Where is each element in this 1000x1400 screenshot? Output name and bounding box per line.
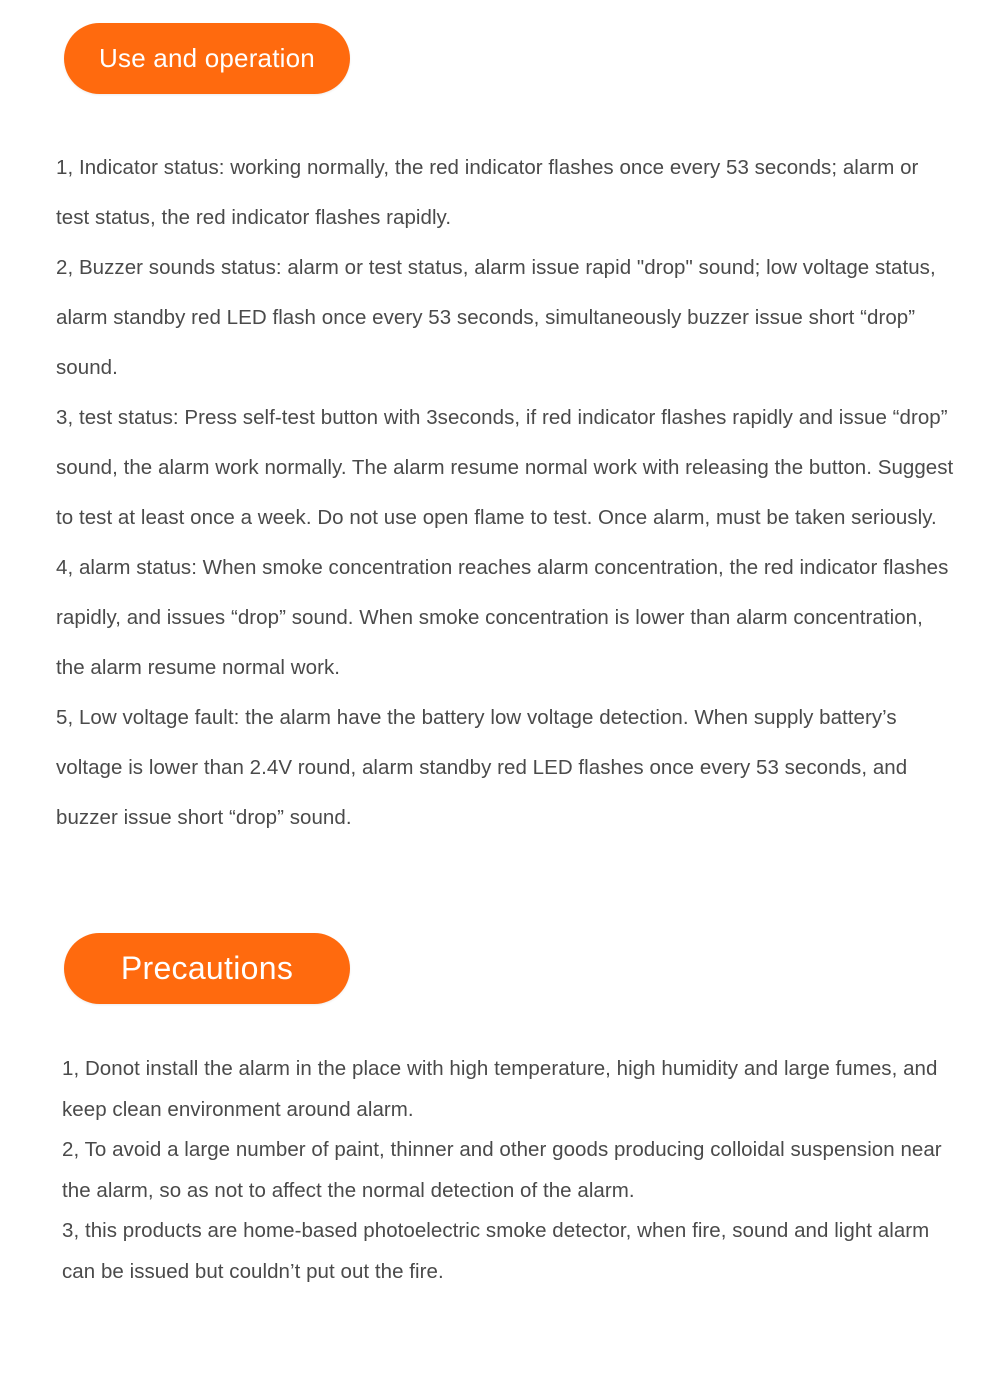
precaution-item-1: 1, Donot install the alarm in the place with high temperature, high humidity and large fumes, and keep clean environment around alarm. [62, 1057, 938, 1121]
use-and-operation-heading [64, 23, 350, 94]
precautions-heading [64, 933, 350, 1004]
use-item-4: 4, alarm status: When smoke concentration reaches alarm concentration, the red indicator flashes rapidly, and issues “drop” sound. When smoke concentration is lower than alarm concentration, the alarm resume normal work. [56, 556, 949, 679]
use-item-2: 2, Buzzer sounds status: alarm or test status, alarm issue rapid "drop" sound; low voltage status, alarm standby red LED flash once every 53 seconds, simultaneously buzzer issue short “drop” sound. [56, 256, 936, 379]
precautions-title: Precautions [120, 950, 294, 986]
precaution-item-3: 3, this products are home-based photoelectric smoke detector, when fire, sound and light alarm can be issued but couldn’t put out the fire. [62, 1219, 930, 1283]
precautions-body [62, 1049, 952, 1292]
use-item-3: 3, test status: Press self-test button with 3seconds, if red indicator flashes rapidly and issue “drop” sound, the alarm work normally. The alarm resume normal work with releasing the button. Suggest to test at least once a week. Do not use open flame to test. Once alarm, must be taken seriously. [56, 406, 954, 529]
precaution-item-2: 2, To avoid a large number of paint, thinner and other goods producing colloidal suspension near the alarm, so as not to affect the normal detection of the alarm. [62, 1138, 942, 1202]
use-item-5: 5, Low voltage fault: the alarm have the battery low voltage detection. When supply battery’s voltage is lower than 2.4V round, alarm standby red LED flashes once every 53 seconds, and buzzer issue short “drop” sound. [56, 706, 908, 829]
use-and-operation-body [56, 143, 956, 843]
use-and-operation-title: Use and operation [99, 43, 315, 73]
use-item-1: 1, Indicator status: working normally, the red indicator flashes once every 53 seconds; alarm or test status, the red indicator flashes rapidly. [56, 156, 919, 229]
